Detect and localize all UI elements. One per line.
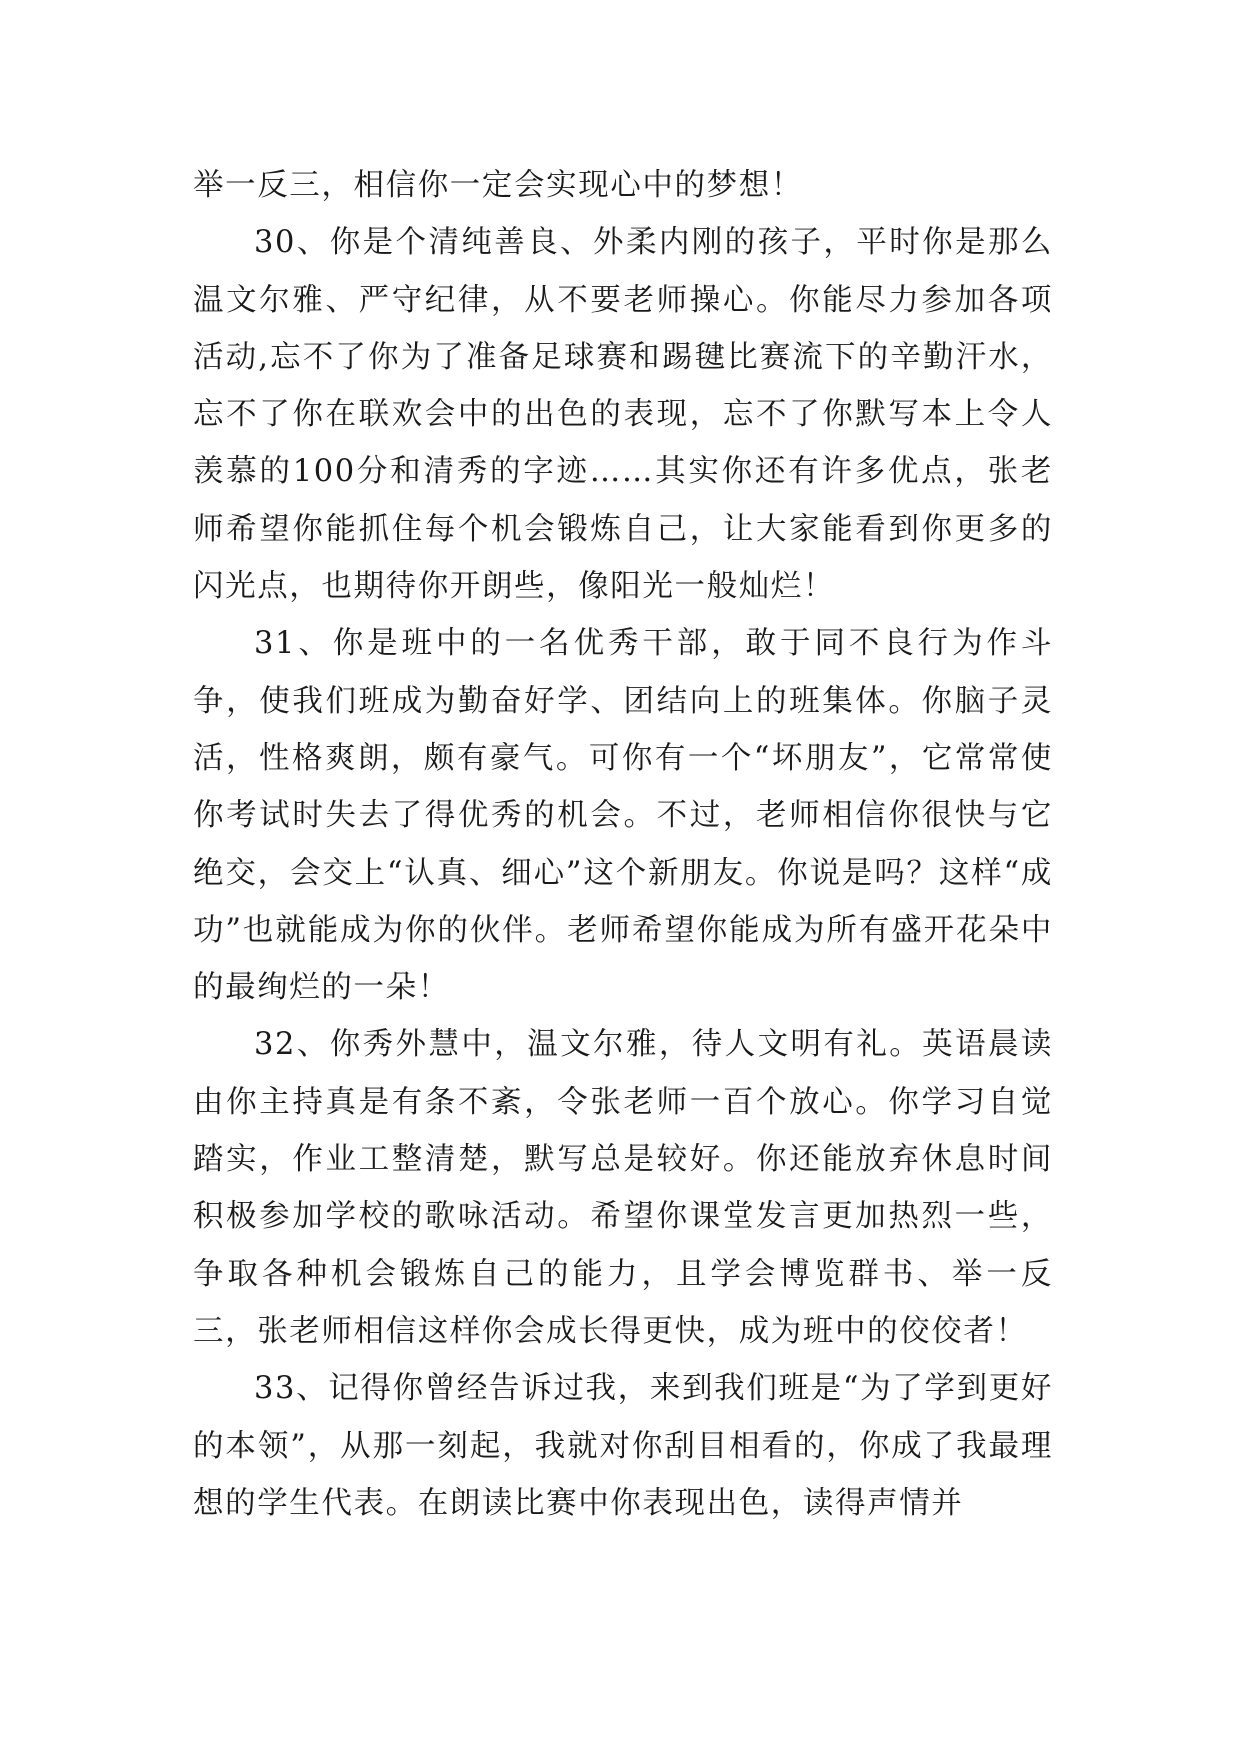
paragraph-comment-31: 31、你是班中的一名优秀干部，敢于同不良行为作斗争，使我们班成为勤奋好学、团结向上的班集体。你脑子灵活，性格爽朗，颇有豪气。可你有一个“坏朋友”，它常常使你考试时失去了得优秀的机会。不过，老师相信你很快与它绝交，会交上“认真、细心”这个新朋友。你说是吗？这样“成功”也就能成为你的伙伴。老师希望你能成为所有盛开花朵中的最绚烂的一朵！ <box>193 626 1053 1006</box>
paragraph-comment-30: 30、你是个清纯善良、外柔内刚的孩子，平时你是那么温文尔雅、严守纪律，从不要老师操心。你能尽力参加各项活动,忘不了你为了准备足球赛和踢毽比赛流下的辛勤汗水，忘不了你在联欢会中的出色的表现，忘不了你默写本上令人羡慕的100分和清秀的字迹……其实你还有许多优点，张老师希望你能抓住每个机会锻炼自己，让大家能看到你更多的闪光点，也期待你开朗些，像阳光一般灿烂！ <box>193 225 1053 605</box>
paragraph-comment-33: 33、记得你曾经告诉过我，来到我们班是“为了学到更好的本领”，从那一刻起，我就对你刮目相看的，你成了我最理想的学生代表。在朗读比赛中你表现出色，读得声情并 <box>193 1371 1053 1521</box>
document-body <box>193 157 1053 1532</box>
paragraph-comment-32: 32、你秀外慧中，温文尔雅，待人文明有礼。英语晨读由你主持真是有条不紊，令张老师一百个放心。你学习自觉踏实，作业工整清楚，默写总是较好。你还能放弃休息时间积极参加学校的歌咏活动。希望你课堂发言更加热烈一些，争取各种机会锻炼自己的能力，且学会博览群书、举一反三，张老师相信这样你会成长得更快，成为班中的佼佼者！ <box>193 1027 1053 1349</box>
paragraph-continued: 举一反三，相信你一定会实现心中的梦想！ <box>193 168 803 203</box>
